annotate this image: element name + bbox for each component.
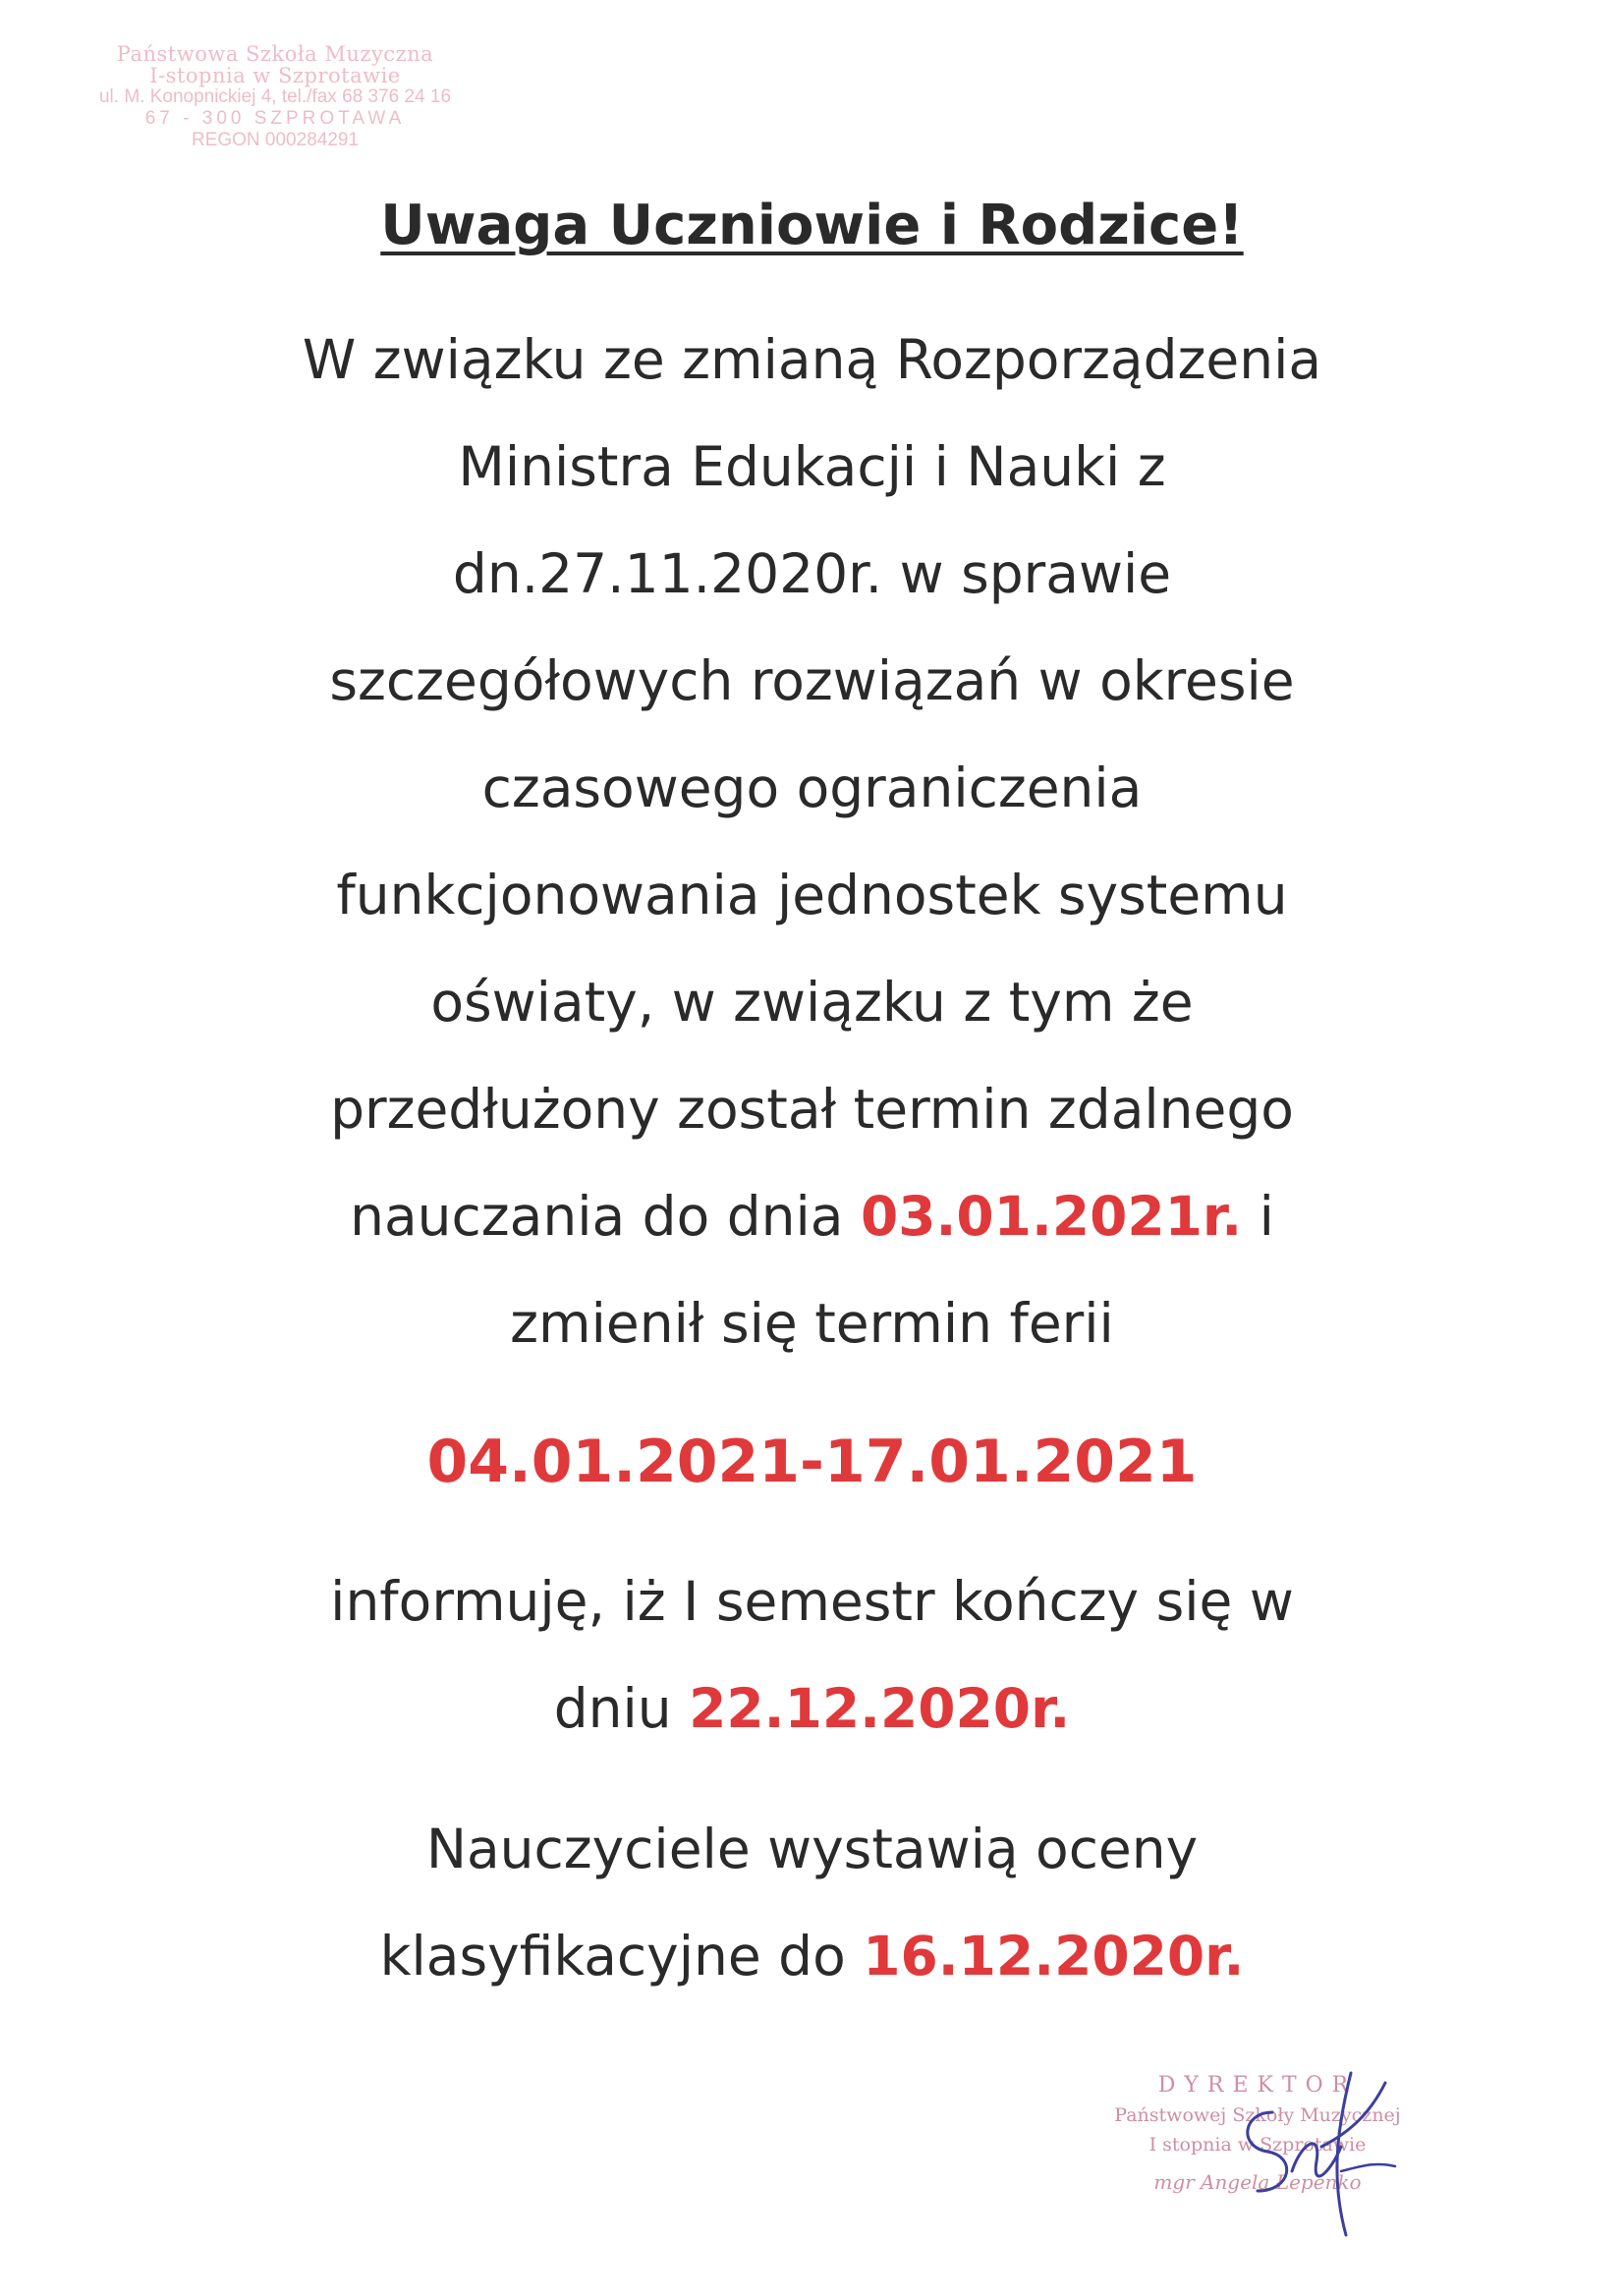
stamp-address: ul. M. Konopnickiej 4, tel./fax 68 376 24 16 [98, 86, 452, 107]
semester-end-date-line [138, 1655, 1486, 1763]
paragraph-line: dn.27.11.2020r. w sprawie [452, 542, 1172, 605]
notice-heading [0, 187, 1624, 265]
semester-end-paragraph [138, 1548, 1486, 1763]
announcement-paragraph [138, 307, 1486, 1377]
paragraph-line: czasowego ograniczenia [481, 756, 1143, 819]
notice-heading-text: Uwaga Uczniowie i Rodzice! [380, 194, 1244, 257]
remote-learning-prefix: nauczania do dnia [350, 1185, 861, 1248]
paragraph-line: W związku ze zmianą Rozporządzenia [302, 328, 1322, 391]
signature-icon [1204, 2053, 1410, 2240]
paragraph-line: Ministra Edukacji i Nauki z [458, 435, 1166, 498]
stamp-school-name: Państwowa Szkoła Muzyczna [116, 42, 434, 66]
holiday-date-range [0, 1413, 1624, 1511]
holiday-date-range-text: 04.01.2021-17.01.2021 [426, 1428, 1198, 1496]
stamp-city: 67 - 300 SZPROTAWA [144, 108, 406, 129]
director-stamp-name: mgr Angela Łepenko [1153, 2170, 1362, 2194]
grades-prefix: klasyfikacyjne do [379, 1925, 864, 1988]
grades-paragraph [138, 1796, 1486, 2010]
director-stamp-school: Państwowej Szkoły Muzycznej [1114, 2104, 1401, 2126]
grades-deadline-date: 16.12.2020r. [863, 1925, 1245, 1988]
grades-line: Nauczyciele wystawią oceny [425, 1818, 1199, 1880]
school-stamp [59, 43, 491, 151]
director-stamp-level: I stopnia w Szprotawie [1148, 2134, 1367, 2156]
grades-date-line [138, 1903, 1486, 2010]
remote-learning-end-date: 03.01.2021r. [860, 1185, 1243, 1248]
semester-end-line: informuję, iż I semestr kończy się w [330, 1570, 1294, 1633]
director-stamp-title: DYREKTOR [1157, 2073, 1358, 2098]
stamp-school-level: I-stopnia w Szprotawie [149, 64, 401, 87]
paragraph-line: zmienił się termin ferii [510, 1292, 1114, 1355]
paragraph-line: przedłużony został termin zdalnego [330, 1078, 1294, 1141]
remote-learning-end-line [138, 1163, 1486, 1270]
semester-end-date: 22.12.2020r. [689, 1677, 1071, 1740]
paragraph-line: funkcjonowania jednostek systemu [336, 864, 1288, 926]
semester-end-prefix: dniu [553, 1677, 690, 1740]
paragraph-line: oświaty, w związku z tym że [430, 971, 1194, 1034]
stamp-regon: REGON 000284291 [191, 130, 360, 150]
remote-learning-suffix: i [1242, 1185, 1274, 1248]
paragraph-line: szczegółowych rozwiązań w okresie [329, 649, 1295, 712]
